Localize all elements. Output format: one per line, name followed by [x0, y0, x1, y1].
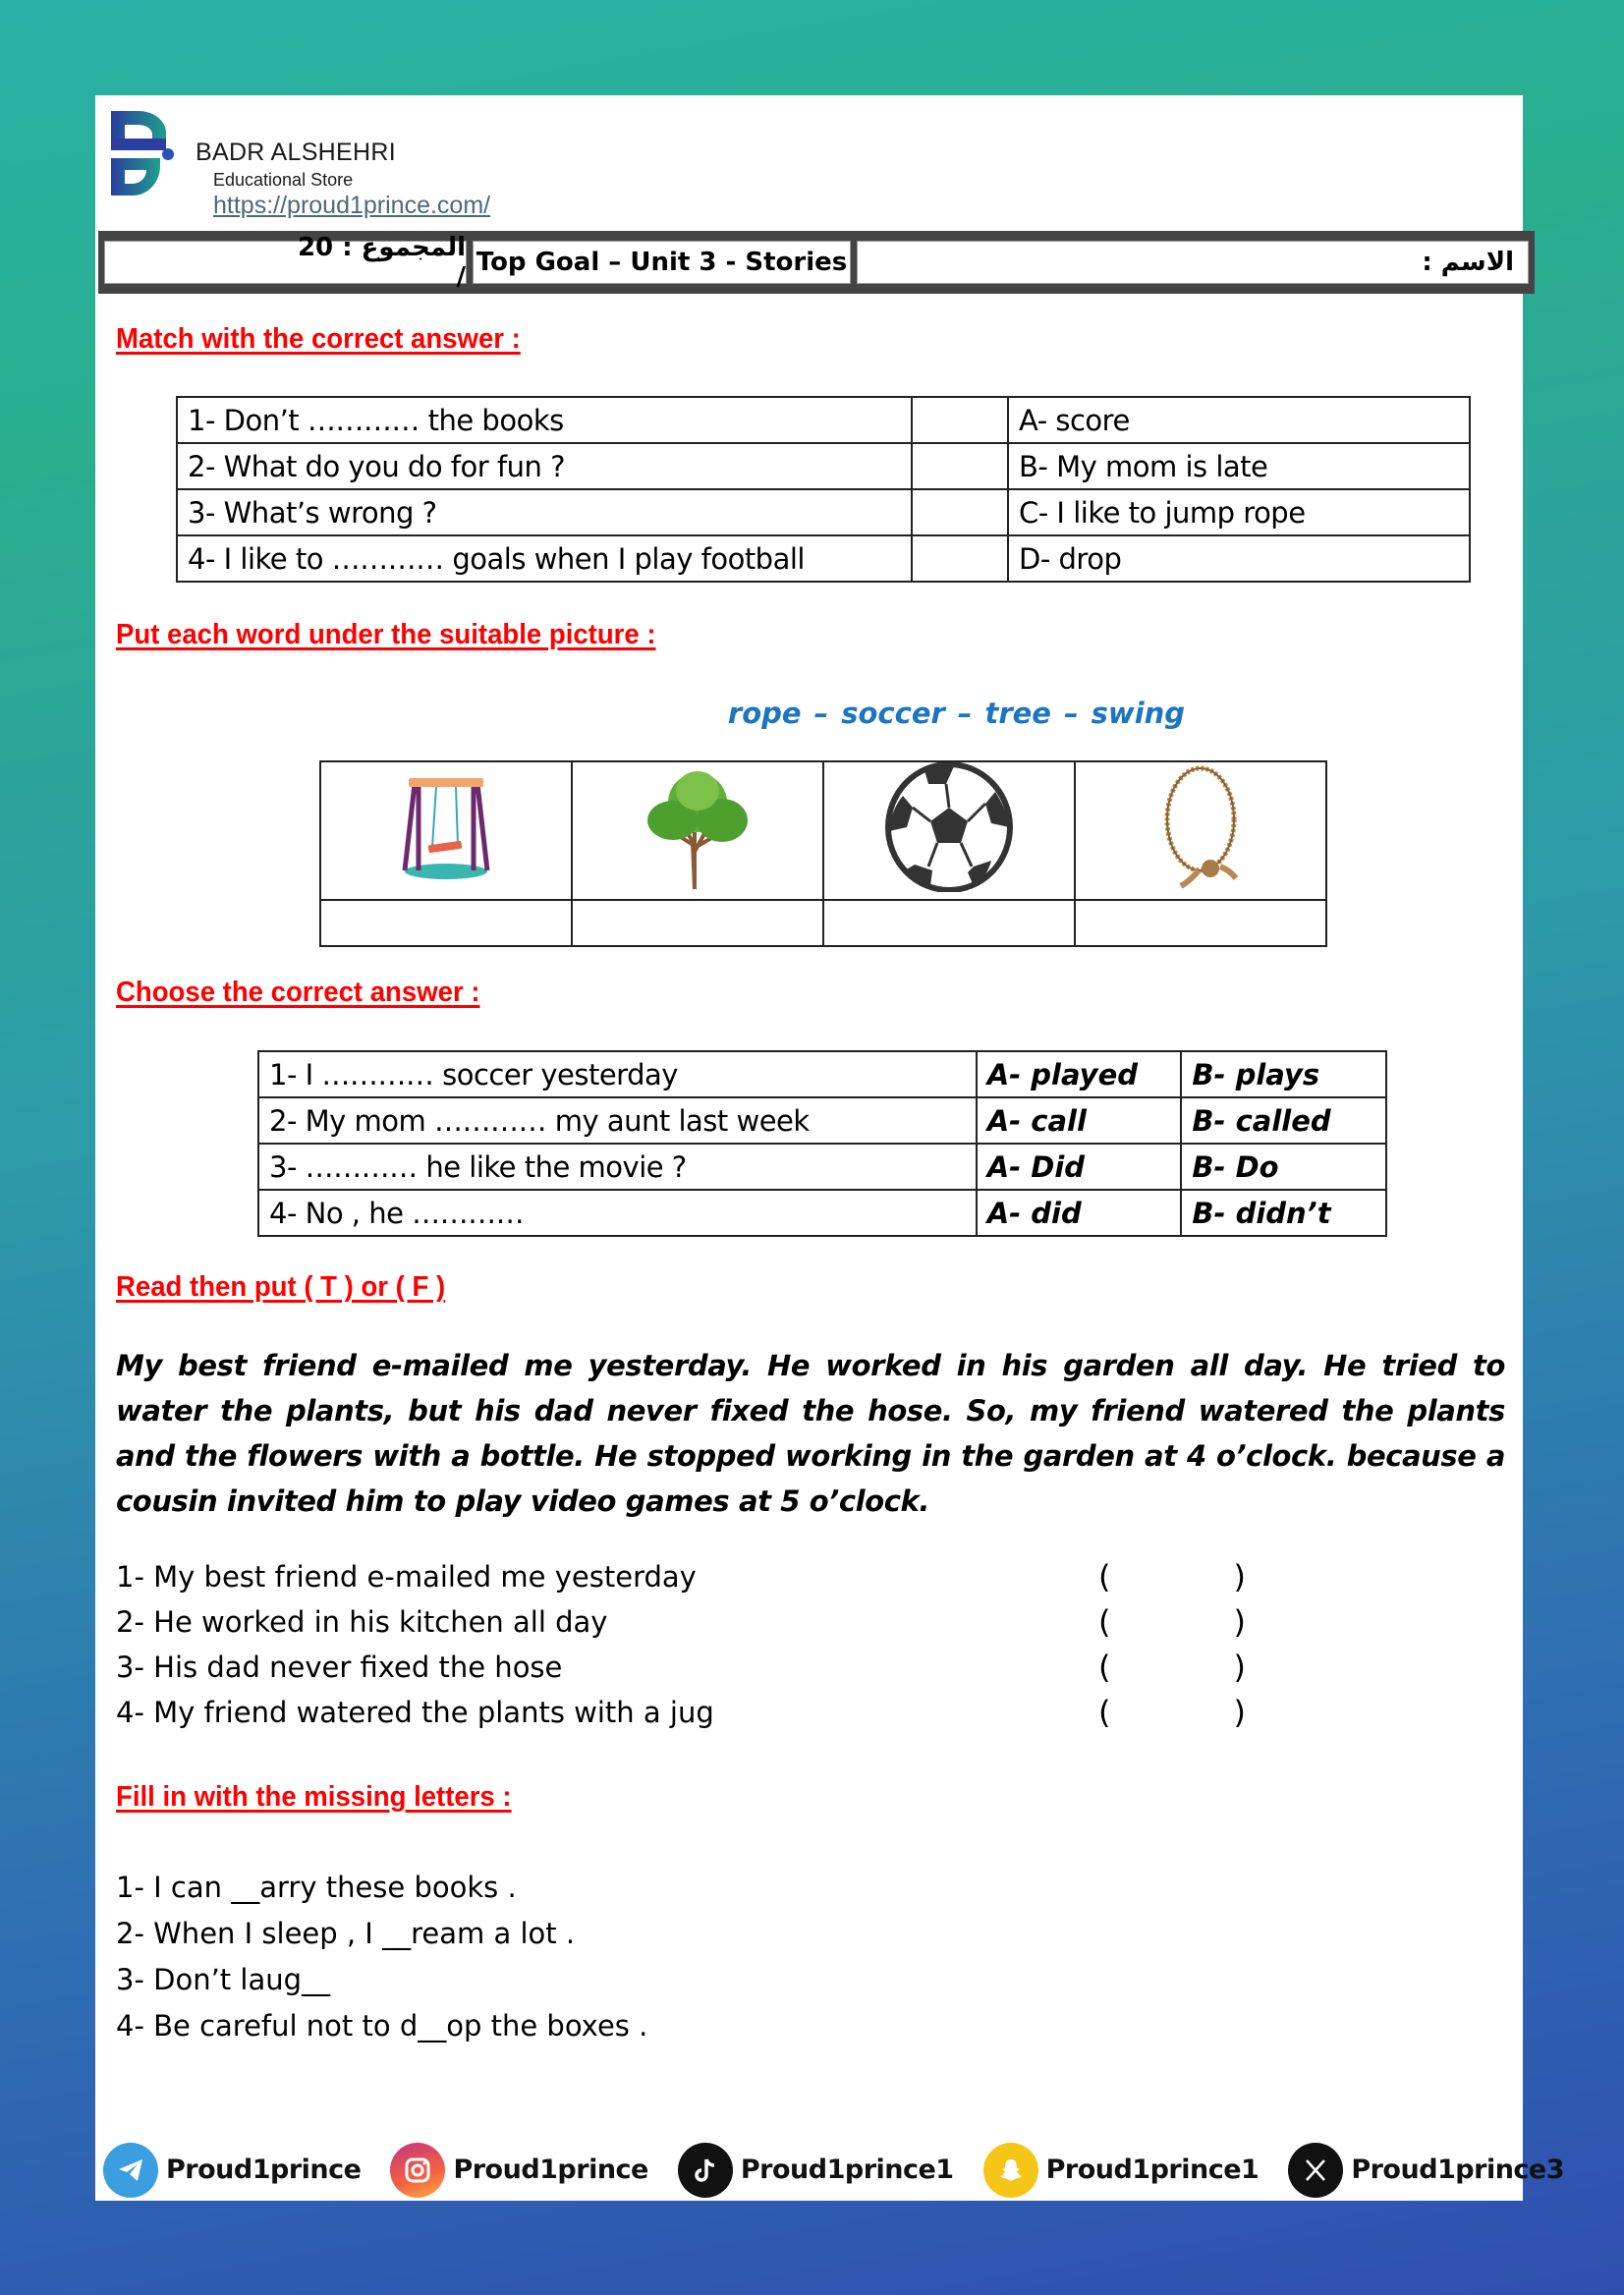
match-answer-blank[interactable]	[912, 489, 1008, 535]
total-score-field	[104, 233, 467, 292]
match-question: 3- What’s wrong ?	[177, 489, 912, 535]
picture-cell	[320, 761, 572, 900]
tf-statement: 2- He worked in his kitchen all day	[116, 1605, 608, 1639]
table-row	[177, 489, 1470, 535]
option-b[interactable]: B- Do	[1181, 1144, 1386, 1190]
x-icon	[1288, 2143, 1343, 2198]
social-telegram[interactable]	[103, 2143, 361, 2198]
worksheet-title-bar	[98, 231, 1535, 294]
pictures-table	[319, 760, 1327, 947]
reading-section-title: Read then put ( T ) or ( F )	[116, 1271, 446, 1303]
student-name-label: الاسم :	[1422, 248, 1514, 277]
tf-answer-blank[interactable]: ( )	[1098, 1558, 1246, 1595]
soccer-ball-icon	[885, 762, 1013, 892]
table-row	[258, 1051, 1386, 1097]
fill-item[interactable]: 2- When I sleep , I __ream a lot .	[116, 1916, 576, 1950]
fill-list	[116, 1864, 647, 2048]
brand-logo-icon	[109, 109, 178, 199]
swing-icon	[397, 768, 495, 886]
social-footer	[95, 2139, 1565, 2201]
worksheet-title: Top Goal – Unit 3 - Stories	[473, 241, 851, 284]
choose-table	[257, 1050, 1387, 1237]
option-a[interactable]: A- Did	[977, 1144, 1182, 1190]
reading-passage: My best friend e-mailed me yesterday. He worked in his garden all day. He tried to water the plants, but his dad never fixed the hose. So, my friend watered the plants and the flowers with a bottle. He stopped working in the garden at 4 o’clock. because a cousin invited him to play video games at 5 o’clock.	[116, 1349, 1505, 1518]
tf-answer-blank[interactable]: ( )	[1098, 1694, 1246, 1731]
social-handle: Proud1prince3	[1351, 2155, 1565, 2185]
tf-answer-blank[interactable]: ( )	[1098, 1603, 1246, 1641]
fill-item[interactable]: 1- I can __arry these books .	[116, 1870, 517, 1904]
brand-subtitle: Educational Store	[213, 170, 354, 190]
table-row	[258, 1144, 1386, 1190]
fill-section-title: Fill in with the missing letters :	[116, 1781, 512, 1813]
brand-url-link[interactable]: https://proud1prince.com/	[213, 192, 491, 219]
match-question: 4- I like to ………… goals when I play football	[177, 535, 912, 582]
list-item	[116, 1599, 1295, 1645]
tf-statement: 3- His dad never fixed the hose	[116, 1651, 563, 1684]
picture-answer-blank[interactable]	[572, 900, 823, 946]
social-instagram[interactable]	[390, 2143, 647, 2198]
option-b[interactable]: B- called	[1181, 1097, 1386, 1144]
brand-logo	[109, 109, 532, 217]
table-row	[177, 535, 1470, 582]
option-b[interactable]: B- didn’t	[1181, 1190, 1386, 1236]
match-option: C- I like to jump rope	[1008, 489, 1470, 535]
match-question: 1- Don’t ………… the books	[177, 397, 912, 443]
student-name-field[interactable]	[857, 241, 1529, 284]
answers-row	[320, 900, 1326, 946]
option-a[interactable]: A- did	[977, 1190, 1182, 1236]
true-false-list	[116, 1554, 1295, 1735]
social-handle: Proud1prince	[453, 2155, 648, 2185]
table-row	[258, 1097, 1386, 1144]
table-row	[258, 1190, 1386, 1236]
tiktok-icon	[678, 2143, 733, 2198]
word-bank: rope – soccer – tree – swing	[727, 697, 1186, 730]
table-row	[177, 397, 1470, 443]
rope-icon	[1151, 762, 1250, 892]
list-item	[116, 1690, 1295, 1735]
picture-answer-blank[interactable]	[1075, 900, 1326, 946]
choose-section-title: Choose the correct answer :	[116, 977, 480, 1008]
picture-cell	[823, 761, 1075, 900]
tf-answer-blank[interactable]: ( )	[1098, 1649, 1246, 1686]
social-handle: Proud1prince1	[740, 2155, 954, 2185]
option-a[interactable]: A- played	[977, 1051, 1182, 1097]
match-question: 2- What do you do for fun ?	[177, 443, 912, 489]
social-handle: Proud1prince1	[1045, 2155, 1260, 2185]
match-option: D- drop	[1008, 535, 1470, 582]
fill-item[interactable]: 4- Be careful not to d__op the boxes .	[116, 2008, 648, 2043]
match-answer-blank[interactable]	[912, 535, 1008, 582]
choose-question: 2- My mom ………… my aunt last week	[258, 1097, 977, 1144]
tf-statement: 1- My best friend e-mailed me yesterday	[116, 1560, 697, 1594]
choose-question: 1- I ………… soccer yesterday	[258, 1051, 977, 1097]
tree-icon	[644, 763, 752, 891]
match-table	[176, 396, 1471, 583]
list-item	[116, 1645, 1295, 1690]
option-a[interactable]: A- call	[977, 1097, 1182, 1144]
choose-question: 3- ………… he like the movie ?	[258, 1144, 977, 1190]
match-answer-blank[interactable]	[912, 443, 1008, 489]
pictures-section-title: Put each word under the suitable picture :	[116, 619, 656, 650]
social-snapchat[interactable]	[983, 2143, 1260, 2198]
picture-cell	[1075, 761, 1326, 900]
snapchat-icon	[983, 2143, 1038, 2198]
pictures-row	[320, 761, 1326, 900]
match-answer-blank[interactable]	[912, 397, 1008, 443]
fill-item[interactable]: 3- Don’t laug__	[116, 1962, 331, 1996]
brand-name: BADR ALSHEHRI	[196, 139, 396, 166]
option-b[interactable]: B- plays	[1181, 1051, 1386, 1097]
social-tiktok[interactable]	[678, 2143, 954, 2198]
match-section-title: Match with the correct answer :	[116, 323, 521, 355]
total-score-label: المجموع : 20 /	[297, 233, 466, 292]
telegram-icon	[103, 2143, 158, 2198]
match-option: B- My mom is late	[1008, 443, 1470, 489]
choose-question: 4- No , he …………	[258, 1190, 977, 1236]
picture-answer-blank[interactable]	[823, 900, 1075, 946]
match-option: A- score	[1008, 397, 1470, 443]
social-x[interactable]	[1288, 2143, 1564, 2198]
instagram-icon	[390, 2143, 445, 2198]
picture-answer-blank[interactable]	[320, 900, 572, 946]
table-row	[177, 443, 1470, 489]
worksheet-page	[95, 95, 1565, 2201]
tf-statement: 4- My friend watered the plants with a jug	[116, 1696, 714, 1729]
social-handle: Proud1prince	[166, 2155, 362, 2185]
picture-cell	[572, 761, 823, 900]
list-item	[116, 1554, 1295, 1599]
